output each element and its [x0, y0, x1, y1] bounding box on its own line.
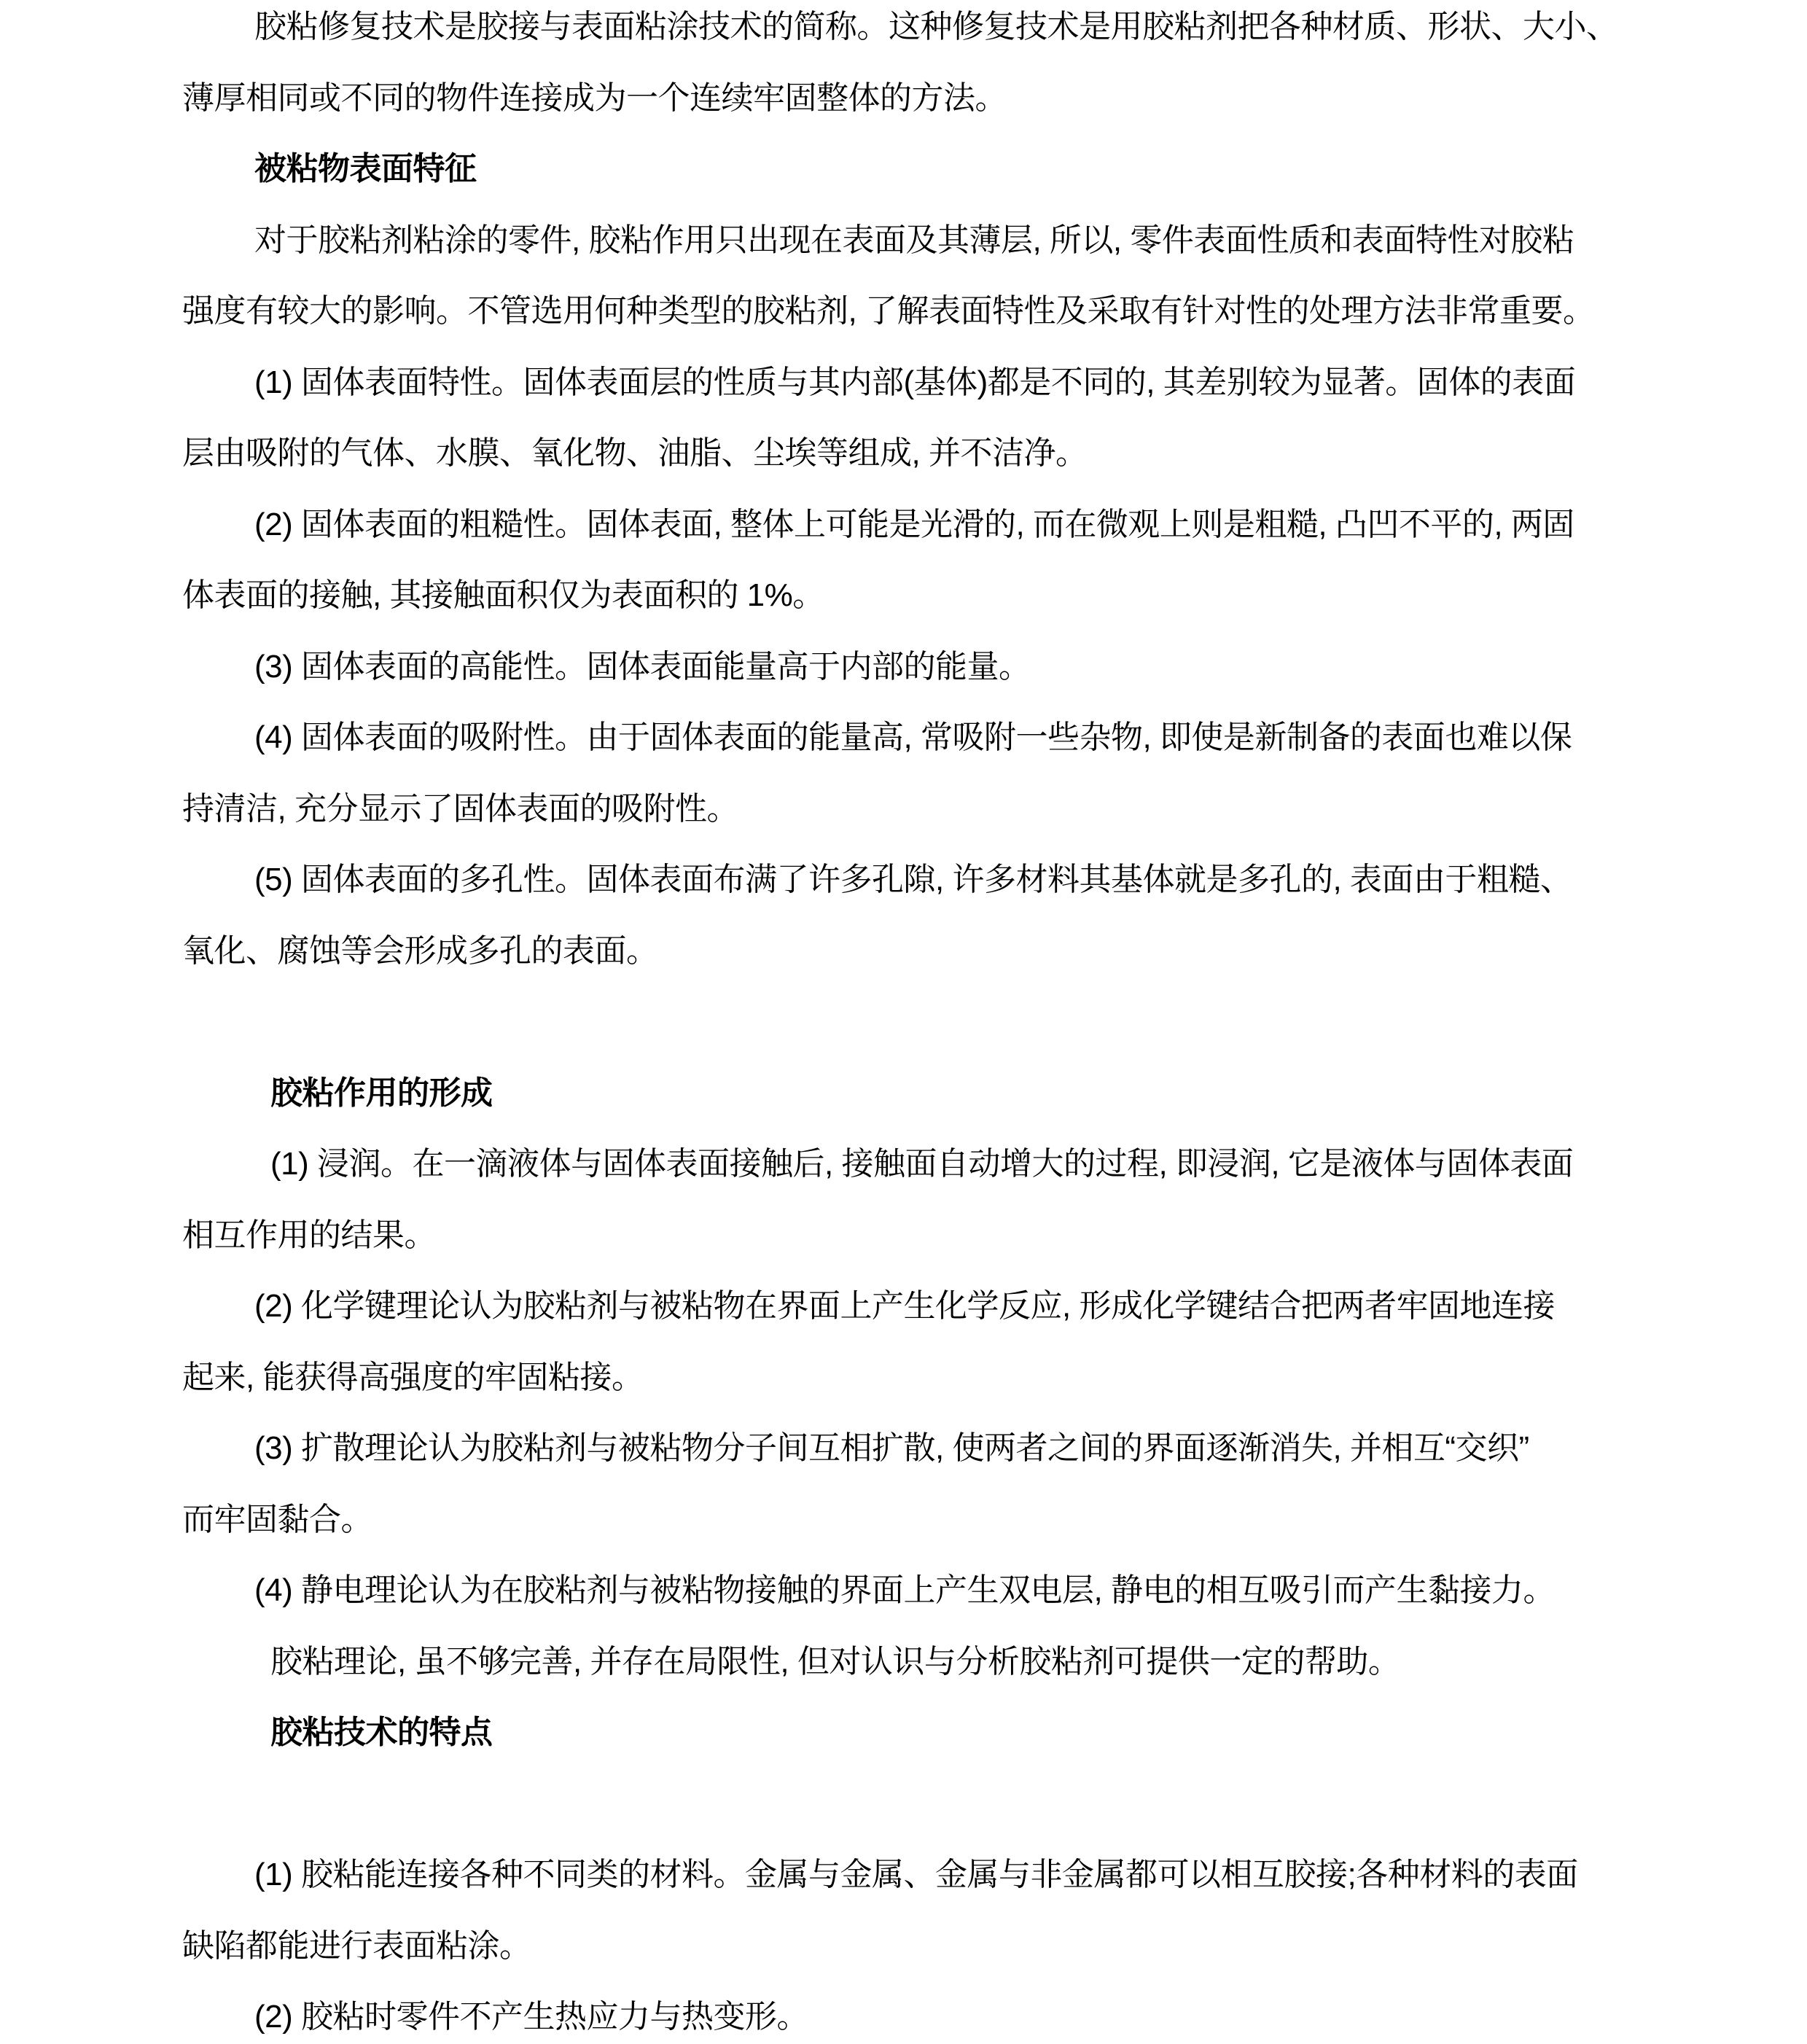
text-line: (2) 化学键理论认为胶粘剂与被粘物在界面上产生化学反应, 形成化学键结合把两者牢固地连接	[254, 1288, 1555, 1324]
text-line: 层由吸附的气体、水膜、氧化物、油脂、尘埃等组成, 并不洁净。	[182, 435, 1088, 471]
section-heading: 胶粘作用的形成	[270, 1074, 493, 1111]
text-line: 胶粘理论, 虽不够完善, 并存在局限性, 但对认识与分析胶粘剂可提供一定的帮助。	[270, 1643, 1400, 1680]
text-line: (2) 胶粘时零件不产生热应力与热变形。	[254, 1999, 808, 2035]
text-line: (1) 胶粘能连接各种不同类的材料。金属与金属、金属与非金属都可以相互胶接;各种材料的表面	[254, 1857, 1578, 1892]
text-line: 对于胶粘剂粘涂的零件, 胶粘作用只出现在表面及其薄层, 所以, 零件表面性质和表面特性对胶粘	[254, 222, 1574, 258]
text-line: (1) 固体表面特性。固体表面层的性质与其内部(基体)都是不同的, 其差别较为显著。固体的表面	[254, 364, 1576, 400]
text-line: 氧化、腐蚀等会形成多孔的表面。	[182, 932, 658, 969]
text-line: (3) 扩散理论认为胶粘剂与被粘物分子间互相扩散, 使两者之间的界面逐渐消失, 并相互“交织”	[254, 1430, 1529, 1466]
text-line: 而牢固黏合。	[182, 1501, 372, 1537]
text-line: 胶粘修复技术是胶接与表面粘涂技术的简称。这种修复技术是用胶粘剂把各种材质、形状、大小、	[254, 9, 1618, 44]
document-text-flow	[182, 0, 1621, 2044]
section-heading: 被粘物表面特征	[254, 151, 477, 187]
text-line: (4) 固体表面的吸附性。由于固体表面的能量高, 常吸附一些杂物, 即使是新制备的表面也难以保	[254, 719, 1572, 755]
text-line: 强度有较大的影响。不管选用何种类型的胶粘剂, 了解表面特性及采取有针对性的处理方法非常重要。	[182, 293, 1595, 329]
text-line: 薄厚相同或不同的物件连接成为一个连续牢固整体的方法。	[182, 79, 1007, 116]
text-line: (2) 固体表面的粗糙性。固体表面, 整体上可能是光滑的, 而在微观上则是粗糙, 凸凹不平的, 两固	[254, 506, 1574, 542]
text-line: 相互作用的结果。	[182, 1217, 436, 1253]
text-line: 体表面的接触, 其接触面积仅为表面积的 1%。	[182, 577, 824, 613]
text-line: (5) 固体表面的多孔性。固体表面布满了许多孔隙, 许多材料其基体就是多孔的, 表面由于粗糙、	[254, 862, 1572, 897]
text-line: 缺陷都能进行表面粘涂。	[182, 1927, 531, 1964]
text-line: (3) 固体表面的高能性。固体表面能量高于内部的能量。	[254, 648, 1031, 684]
text-line: (1) 浸润。在一滴液体与固体表面接触后, 接触面自动增大的过程, 即浸润, 它是液体与固体表面	[270, 1146, 1574, 1182]
text-line: 起来, 能获得高强度的牢固粘接。	[182, 1359, 644, 1395]
section-heading: 胶粘技术的特点	[270, 1715, 493, 1750]
text-line: (4) 静电理论认为在胶粘剂与被粘物接触的界面上产生双电层, 静电的相互吸引而产生黏接力。	[254, 1572, 1555, 1608]
text-line: 持清洁, 充分显示了固体表面的吸附性。	[182, 790, 738, 827]
